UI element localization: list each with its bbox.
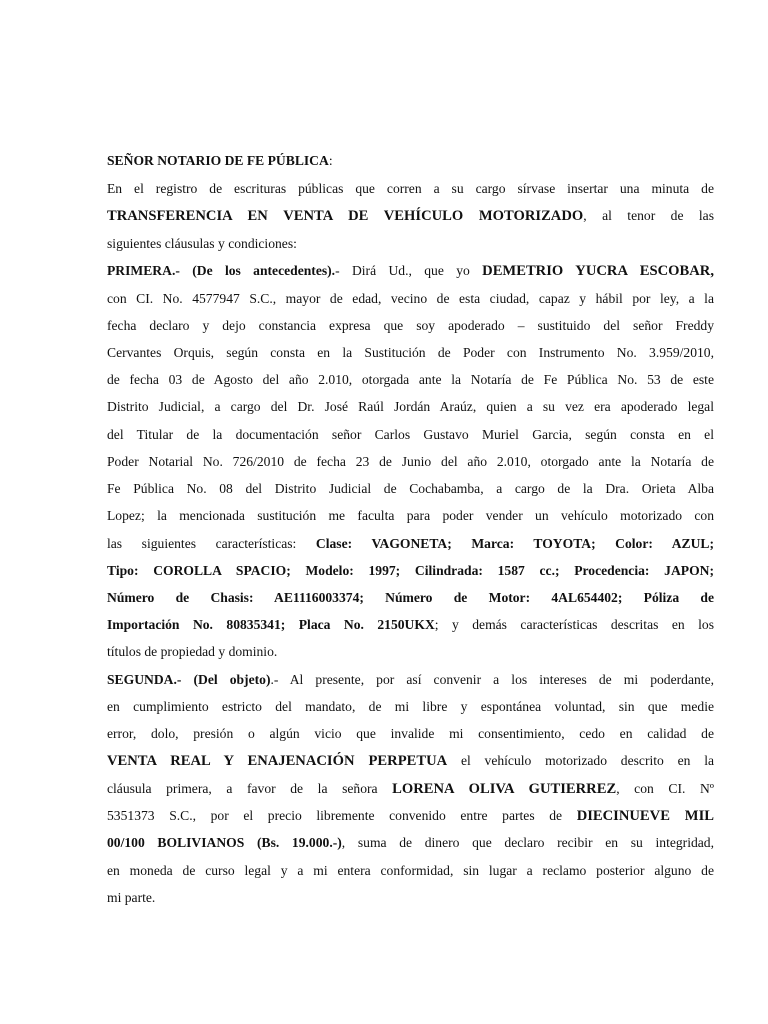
intro-line-2 [107, 207, 714, 225]
segunda-line-3: error, dolo, presión o algún vicio que invalide mi consentimiento, cedo en calidad de [107, 726, 714, 741]
vehicle-type-model: Tipo: COROLLA SPACIO; Modelo: 1997; Cilindrada: 1587 cc.; Procedencia: JAPON; [107, 563, 714, 578]
primera-label: PRIMERA.- (De los antecedentes). [107, 263, 336, 278]
primera-line-13 [107, 589, 714, 606]
primera-line-7: del Titular de la documentación señor Carlos Gustavo Muriel Garcia, según consta en el [107, 427, 714, 442]
segunda-line-6-text: 5351373 S.C., por el precio libremente convenido entre partes de [107, 808, 577, 823]
primera-name: DEMETRIO YUCRA ESCOBAR, [482, 263, 714, 279]
primera-line-5: de fecha 03 de Agosto del año 2.010, otorgada ante la Notaría de Fe Pública No. 53 de este [107, 372, 714, 387]
primera-line-11 [107, 535, 714, 552]
primera-line-11-text: las siguientes características: [107, 536, 316, 551]
document-heading [107, 152, 714, 169]
vehicle-chassis-motor: Número de Chasis: AE1116003374; Número de Motor: 4AL654402; Póliza de [107, 590, 714, 605]
primera-line-9: Fe Pública No. 08 del Distrito Judicial de Cochabamba, a cargo de la Dra. Orieta Alba [107, 481, 714, 496]
primera-line-14-text: ; y demás características descritas en los [434, 617, 714, 632]
buyer-name: LORENA OLIVA GUTIERREZ [392, 781, 617, 797]
primera-line-15: títulos de propiedad y dominio. [107, 644, 278, 659]
intro-title-bold: TRANSFERENCIA EN VENTA DE VEHÍCULO MOTORIZADO [107, 208, 584, 224]
primera-line-10: Lopez; la mencionada sustitución me faculta para poder vender un vehículo motorizado con [107, 508, 714, 523]
segunda-line-4-text: el vehículo motorizado descrito en la [447, 753, 715, 768]
segunda-line-6 [107, 807, 714, 825]
heading-colon: : [328, 153, 333, 168]
primera-line-1 [107, 262, 714, 280]
price-words: DIECINUEVE MIL [576, 808, 714, 824]
primera-line-3: fecha declaro y dejo constancia expresa que soy apoderado – sustituido del señor Freddy [107, 318, 714, 333]
vehicle-class-brand-color: Clase: VAGONETA; Marca: TOYOTA; Color: AZUL; [315, 536, 715, 551]
primera-line-12 [107, 562, 714, 579]
segunda-line-8: en moneda de curso legal y a mi entera conformidad, sin lugar a reclamo posterior alguno de [107, 863, 714, 878]
segunda-line-5-end: , con CI. Nº [616, 781, 714, 796]
segunda-line-4 [107, 752, 714, 770]
primera-line-2: con CI. No. 4577947 S.C., mayor de edad, vecino de esta ciudad, capaz y hábil por ley, a la [107, 291, 714, 306]
primera-line-1-text: - Dirá Ud., que yo [335, 263, 483, 278]
primera-line-6: Distrito Judicial, a cargo del Dr. José Raúl Jordán Araúz, quien a su vez era apoderado legal [107, 399, 714, 414]
primera-line-8: Poder Notarial No. 726/2010 de fecha 23 de Junio del año 2.010, otorgado ante la Notaría de [107, 454, 714, 469]
price-amount: 00/100 BOLIVIANOS (Bs. 19.000.-) [107, 835, 342, 850]
segunda-line-7 [107, 834, 714, 851]
segunda-line-2: en cumplimiento estricto del mandato, de mi libre y espontánea voluntad, sin que medie [107, 699, 714, 714]
segunda-label: SEGUNDA.- (Del objeto) [107, 672, 271, 687]
segunda-line-9: mi parte. [107, 890, 156, 905]
vehicle-import-plate: Importación No. 80835341; Placa No. 2150UKX [107, 617, 435, 632]
segunda-line-1-text: .- Al presente, por así convenir a los intereses de mi poderdante, [270, 672, 714, 687]
segunda-line-5-text: cláusula primera, a favor de la señora [107, 781, 393, 796]
intro-line-2-text: , al tenor de las [583, 208, 714, 223]
segunda-line-7-text: , suma de dinero que declaro recibir en su integridad, [341, 835, 715, 850]
intro-line-1: En el registro de escrituras públicas que corren a su cargo sírvase insertar una minuta de [107, 181, 714, 196]
primera-line-14 [107, 616, 714, 633]
sale-type-bold: VENTA REAL Y ENAJENACIÓN PERPETUA [107, 753, 448, 769]
segunda-line-1 [107, 671, 714, 688]
heading-title: SEÑOR NOTARIO DE FE PÚBLICA [107, 153, 329, 168]
segunda-line-5 [107, 780, 714, 798]
intro-line-3: siguientes cláusulas y condiciones: [107, 236, 297, 251]
primera-line-4: Cervantes Orquis, según consta en la Sustitución de Poder con Instrumento No. 3.959/2010, [107, 345, 714, 360]
